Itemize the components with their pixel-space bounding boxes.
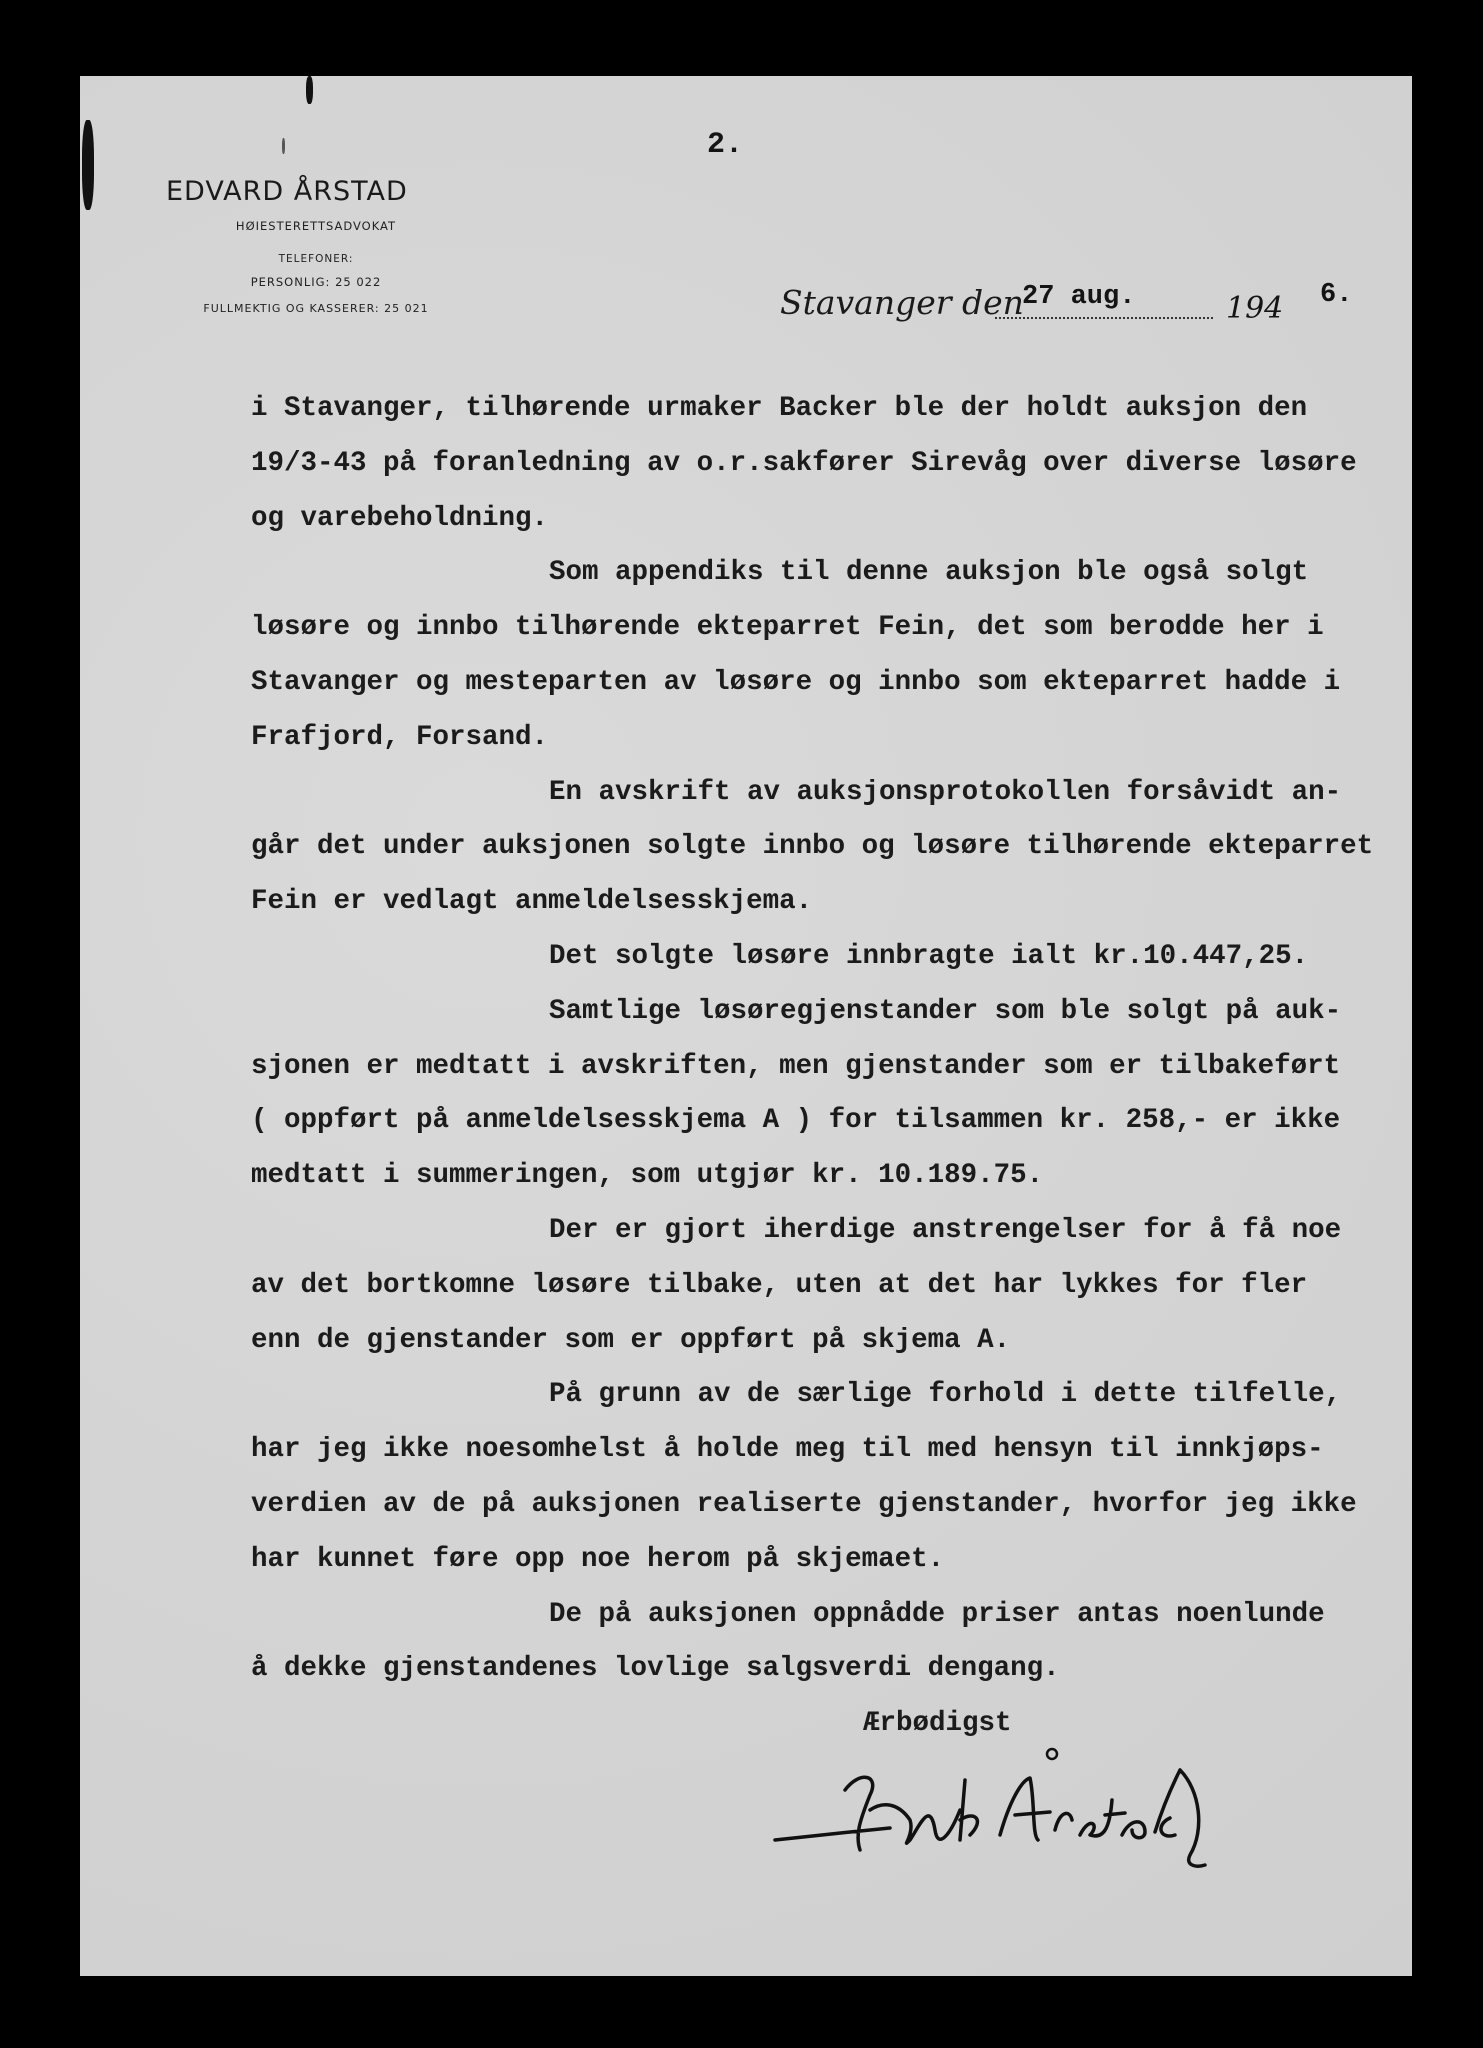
body-line: sjonen er medtatt i avskriften, men gjenstander som er tilbakeført bbox=[251, 1050, 1341, 1082]
body-line: Samtlige løsøregjenstander som ble solgt på auk- bbox=[549, 995, 1342, 1027]
date-place: Stavanger den bbox=[780, 283, 1024, 322]
body-line: har jeg ikke noesomhelst å holde meg til med hensyn til innkjøps- bbox=[251, 1434, 1324, 1466]
body-line: medtatt i summeringen, som utgjør kr. 10.189.75. bbox=[251, 1160, 1044, 1192]
body-line: løsøre og innbo tilhørende ekteparret Fein, det som berodde her i bbox=[251, 612, 1324, 644]
body-line: av det bortkomne løsøre tilbake, uten at det har lykkes for fler bbox=[251, 1269, 1308, 1301]
letterhead-phones-label: TELEFONER: bbox=[278, 253, 354, 265]
letter-body bbox=[251, 382, 1401, 1752]
body-line: Stavanger og mesteparten av løsøre og innbo som ekteparret hadde i bbox=[251, 666, 1341, 698]
punch-mark bbox=[306, 76, 313, 104]
date-century: 194 bbox=[1226, 291, 1284, 326]
body-line: Der er gjort iherdige anstrengelser for å få noe bbox=[549, 1214, 1342, 1246]
body-line: Frafjord, Forsand. bbox=[251, 721, 549, 753]
body-line: ( oppført på anmeldelsesskjema A ) for tilsammen kr. 258,- er ikke bbox=[251, 1105, 1341, 1137]
body-line: å dekke gjenstandenes lovlige salgsverdi dengang. bbox=[251, 1653, 1060, 1685]
body-line: verdien av de på auksjonen realiserte gjenstander, hvorfor jeg ikke bbox=[251, 1488, 1357, 1520]
body-line: Som appendiks til denne auksjon ble også solgt bbox=[549, 557, 1309, 589]
body-line: og varebeholdning. bbox=[251, 502, 549, 534]
page-number: 2. bbox=[707, 128, 744, 162]
body-line: går det under auksjonen solgte innbo og løsøre tilhørende ekteparret bbox=[251, 831, 1374, 863]
body-line: En avskrift av auksjonsprotokollen forsåvidt an- bbox=[549, 776, 1342, 808]
body-line: På grunn av de særlige forhold i dette tilfelle, bbox=[549, 1379, 1342, 1411]
date-year-digit: 6. bbox=[1320, 280, 1353, 310]
body-line: enn de gjenstander som er oppført på skjema A. bbox=[251, 1324, 1011, 1356]
body-line: i Stavanger, tilhørende urmaker Backer ble der holdt auksjon den bbox=[251, 393, 1308, 424]
punch-mark bbox=[82, 120, 94, 210]
body-line: Fein er vedlagt anmeldelsesskjema. bbox=[251, 886, 813, 918]
body-line: 19/3-43 på foranledning av o.r.sakfører Sirevåg over diverse løsøre bbox=[251, 447, 1357, 479]
letterhead-name bbox=[166, 176, 408, 207]
date-dotted-line bbox=[995, 317, 1213, 319]
signature bbox=[760, 1740, 1230, 1880]
body-line: De på auksjonen oppnådde priser antas noenlunde bbox=[549, 1598, 1325, 1630]
letterhead-clerk-phone: FULLMEKTIG OG KASSERER: 25 021 bbox=[203, 302, 429, 315]
letterhead-first-name: EDVARD bbox=[166, 176, 285, 207]
letterhead-title: HØIESTERETTSADVOKAT bbox=[235, 219, 397, 233]
body-line: Det solgte løsøre innbragte ialt kr.10.447,25. bbox=[549, 940, 1309, 972]
body-line: har kunnet føre opp noe herom på skjemaet. bbox=[251, 1543, 945, 1575]
date-day-month: 27 aug. bbox=[1022, 282, 1136, 312]
letterhead-last-name: ÅRSTAD bbox=[293, 176, 408, 207]
closing: Ærbødigst bbox=[863, 1708, 1012, 1740]
punch-mark bbox=[282, 138, 285, 154]
letterhead-personal-phone: PERSONLIG: 25 022 bbox=[250, 275, 382, 289]
